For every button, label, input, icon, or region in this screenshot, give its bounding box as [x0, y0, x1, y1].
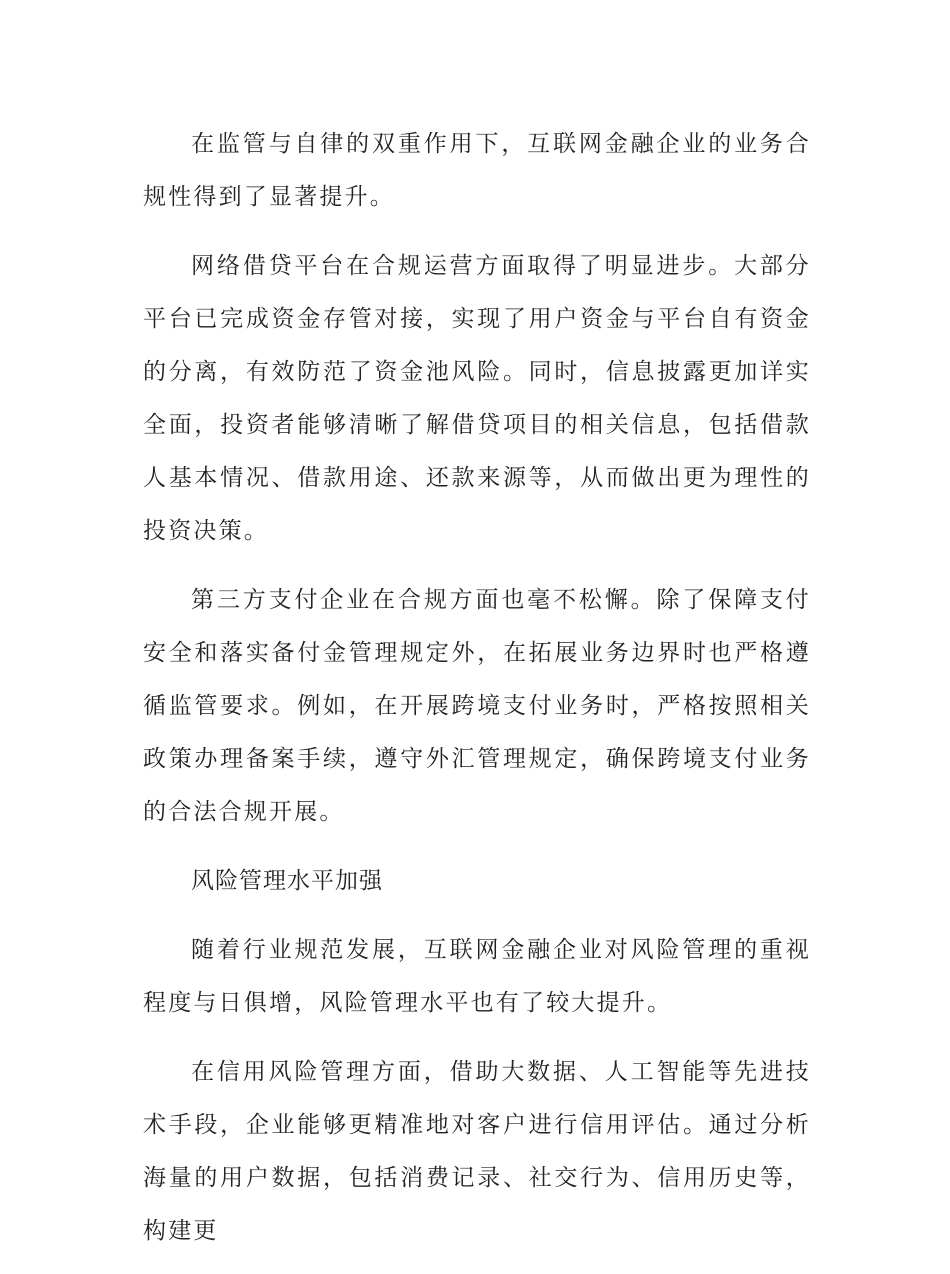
paragraph-p2p-lending: 网络借贷平台在合规运营方面取得了明显进步。大部分平台已完成资金存管对接，实现了用户资金与平台自有资金的分离，有效防范了资金池风险。同时，信息披露更加详实全面，投资者能够清晰了解借贷项目的相关信息，包括借款人基本情况、借款用途、还款来源等，从而做出更为理性的投资决策。	[143, 253, 811, 544]
paragraph-credit-risk: 在信用风险管理方面，借助大数据、人工智能等先进技术手段，企业能够更精准地对客户进行信用评估。通过分析海量的用户数据，包括消费记录、社交行为、信用历史等，构建更	[143, 1059, 811, 1244]
section-heading-risk-management: 风险管理水平加强	[191, 868, 383, 894]
document-body	[143, 118, 811, 1274]
paragraph-risk-intro: 随着行业规范发展，互联网金融企业对风险管理的重视程度与日俱增，风险管理水平也有了较大提升。	[143, 937, 811, 1016]
paragraph-compliance-intro: 在监管与自律的双重作用下，互联网金融企业的业务合规性得到了显著提升。	[143, 131, 811, 210]
paragraph-third-party-payment: 第三方支付企业在合规方面也毫不松懈。除了保障支付安全和落实备付金管理规定外，在拓展业务边界时也严格遵循监管要求。例如，在开展跨境支付业务时，严格按照相关政策办理备案手续，遵守外汇管理规定，确保跨境支付业务的合法合规开展。	[143, 587, 811, 825]
